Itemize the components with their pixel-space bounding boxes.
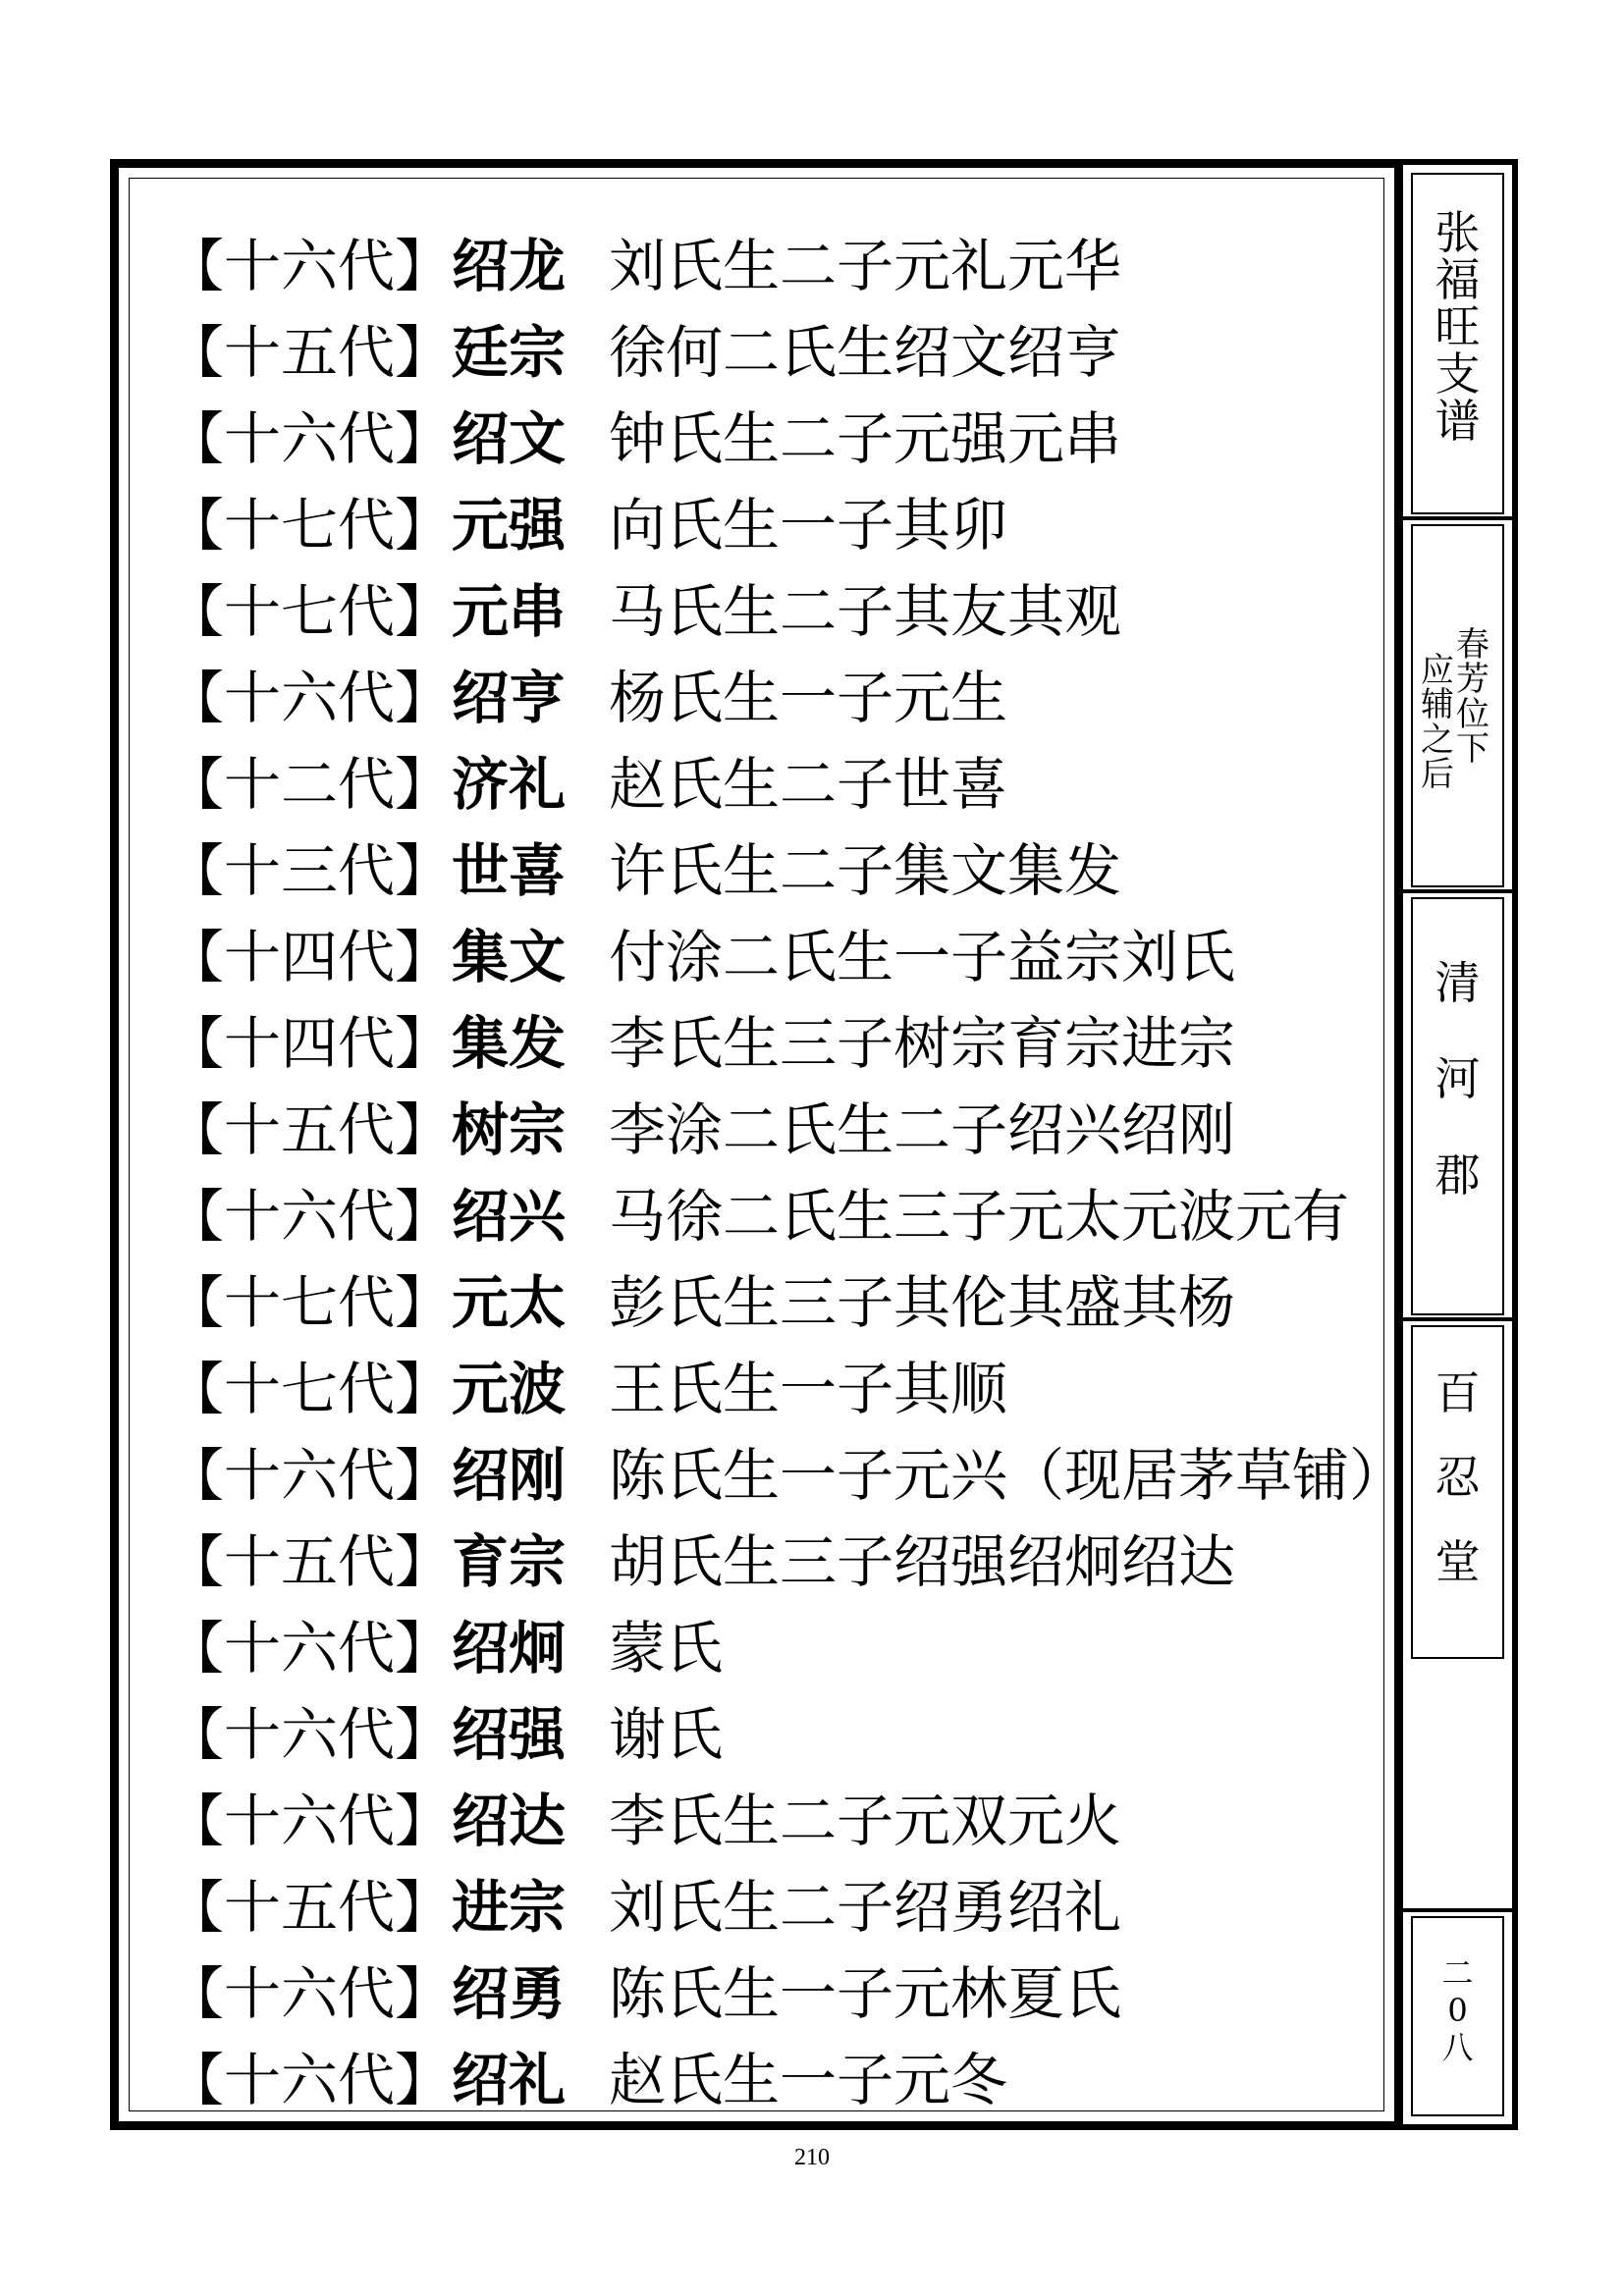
entry-description: 陈氏生一子元林夏氏 (609, 1960, 1122, 2027)
person-name: 绍龙 (452, 233, 567, 299)
genealogy-entry (167, 1859, 1406, 1946)
generation-label: 【十六代】 (167, 1960, 453, 2027)
generation-label: 【十三代】 (167, 837, 453, 904)
title-char: 福 (1435, 253, 1481, 306)
person-name: 元波 (452, 1356, 567, 1422)
person-name: 世喜 (452, 837, 567, 904)
entry-description: 陈氏生一子元兴（现居茅草铺） (609, 1442, 1407, 1509)
generation-label: 【十七代】 (167, 1269, 453, 1336)
generation-label: 【十六代】 (167, 665, 453, 731)
generation-label: 【十六代】 (167, 405, 453, 472)
genealogy-entry (167, 1773, 1406, 1859)
sidebar-clan (1413, 956, 1502, 1201)
sidebar-separator (1403, 889, 1512, 893)
generation-label: 【十六代】 (167, 1442, 453, 1509)
genealogy-entry (167, 823, 1406, 909)
genealogy-entry (167, 563, 1406, 650)
entry-description: 钟氏生二子元强元串 (609, 405, 1122, 472)
sidebar (1403, 165, 1512, 2124)
entry-description: 杨氏生一子元生 (609, 665, 1008, 731)
genealogy-list (167, 218, 1406, 2118)
entry-description: 许氏生二子集文集发 (609, 837, 1122, 904)
genealogy-entry (167, 1600, 1406, 1686)
generation-label: 【十五代】 (167, 1096, 453, 1163)
genealogy-entry (167, 909, 1406, 995)
entry-description: 刘氏生二子绍勇绍礼 (609, 1874, 1122, 1941)
genealogy-entry (167, 995, 1406, 1082)
hall-char: 忍 (1435, 1451, 1481, 1504)
person-name: 绍礼 (452, 2047, 567, 2113)
title-char: 谱 (1435, 395, 1481, 448)
genealogy-entry (167, 304, 1406, 391)
note-char: 之 (1421, 720, 1454, 760)
entry-description: 马徐二氏生三子元太元波元有 (609, 1183, 1350, 1250)
person-name: 绍亨 (452, 665, 567, 731)
generation-label: 【十六代】 (167, 1788, 453, 1854)
person-name: 绍达 (452, 1788, 567, 1854)
clan-char: 清 (1435, 956, 1481, 1009)
person-name: 廷宗 (452, 319, 567, 386)
entry-description: 向氏生一子其卯 (609, 492, 1008, 559)
sidebar-clan-box (1411, 897, 1504, 1315)
sidebar-separator (1403, 1317, 1512, 1321)
entry-description: 赵氏生一子元冬 (609, 2047, 1008, 2113)
genealogy-entry (167, 1427, 1406, 1514)
entry-description: 彭氏生三子其伦其盛其杨 (609, 1269, 1236, 1336)
genealogy-entry (167, 1255, 1406, 1341)
entry-description: 马氏生二子其友其观 (609, 578, 1122, 645)
sidebar-hall (1413, 1366, 1502, 1588)
note-char: 应 (1421, 651, 1454, 690)
page-char: 八 (1441, 2029, 1474, 2066)
sidebar-title (1413, 206, 1502, 448)
generation-label: 【十七代】 (167, 1356, 453, 1422)
genealogy-entry (167, 1946, 1406, 2032)
page-char: 0 (1447, 1992, 1468, 2029)
person-name: 进宗 (452, 1874, 567, 1941)
sidebar-note-box (1411, 524, 1504, 887)
generation-label: 【十七代】 (167, 492, 453, 559)
note-char: 辅 (1421, 685, 1454, 725)
generation-label: 【十六代】 (167, 233, 453, 299)
clan-char: 郡 (1435, 1148, 1481, 1201)
entry-description: 王氏生一子其顺 (609, 1356, 1008, 1422)
person-name: 绍兴 (452, 1183, 567, 1250)
entry-description: 李涂二氏生二子绍兴绍刚 (609, 1096, 1236, 1163)
entry-description: 李氏生二子元双元火 (609, 1788, 1122, 1854)
genealogy-entry (167, 1168, 1406, 1255)
sidebar-page (1413, 1954, 1502, 2066)
entry-description: 徐何二氏生绍文绍亨 (609, 319, 1122, 386)
person-name: 集发 (452, 1010, 567, 1077)
generation-label: 【十五代】 (167, 1528, 453, 1595)
generation-label: 【十六代】 (167, 1183, 453, 1250)
entry-description: 刘氏生二子元礼元华 (609, 233, 1122, 299)
note-char: 下 (1456, 729, 1489, 770)
genealogy-entry (167, 1082, 1406, 1168)
entry-description: 李氏生三子树宗育宗进宗 (609, 1010, 1236, 1077)
entry-description: 付涂二氏生一子益宗刘氏 (609, 924, 1236, 990)
genealogy-entry (167, 2032, 1406, 2118)
note-char: 芳 (1456, 660, 1489, 700)
generation-label: 【十六代】 (167, 1701, 453, 1768)
person-name: 元串 (452, 578, 567, 645)
genealogy-entry (167, 391, 1406, 477)
person-name: 育宗 (452, 1528, 567, 1595)
person-name: 绍勇 (452, 1960, 567, 2027)
genealogy-entry (167, 736, 1406, 823)
hall-char: 堂 (1435, 1535, 1481, 1588)
generation-label: 【十五代】 (167, 1874, 453, 1941)
sidebar-separator (1403, 1908, 1512, 1912)
person-name: 元强 (452, 492, 567, 559)
genealogy-entry (167, 1341, 1406, 1427)
note-char: 春 (1456, 625, 1489, 665)
entry-description: 胡氏生三子绍强绍炯绍达 (609, 1528, 1236, 1595)
sidebar-note (1421, 625, 1489, 795)
note-char: 位 (1456, 694, 1489, 734)
sidebar-separator (1403, 516, 1512, 520)
person-name: 济礼 (452, 751, 567, 818)
generation-label: 【十六代】 (167, 1615, 453, 1682)
entry-description: 赵氏生二子世喜 (609, 751, 1008, 818)
genealogy-entry (167, 1686, 1406, 1773)
sidebar-page-box (1411, 1916, 1504, 2116)
person-name: 集文 (452, 924, 567, 990)
clan-char: 河 (1435, 1052, 1481, 1105)
person-name: 绍刚 (452, 1442, 567, 1509)
sidebar-title-box (1411, 173, 1504, 514)
generation-label: 【十五代】 (167, 319, 453, 386)
person-name: 树宗 (452, 1096, 567, 1163)
note-char: 后 (1421, 755, 1454, 795)
title-char: 支 (1435, 347, 1481, 400)
generation-label: 【十七代】 (167, 578, 453, 645)
person-name: 元太 (452, 1269, 567, 1336)
person-name: 绍强 (452, 1701, 567, 1768)
generation-label: 【十六代】 (167, 2047, 453, 2113)
person-name: 绍炯 (452, 1615, 567, 1682)
entry-description: 蒙氏 (609, 1615, 724, 1682)
person-name: 绍文 (452, 405, 567, 472)
generation-label: 【十四代】 (167, 1010, 453, 1077)
genealogy-entry (167, 218, 1406, 304)
page-number: 210 (794, 2145, 830, 2170)
generation-label: 【十二代】 (167, 751, 453, 818)
genealogy-entry (167, 477, 1406, 563)
genealogy-entry (167, 650, 1406, 736)
generation-label: 【十四代】 (167, 924, 453, 990)
title-char: 张 (1435, 206, 1481, 259)
page-char: 二 (1441, 1954, 1474, 1992)
title-char: 旺 (1435, 300, 1481, 353)
sidebar-hall-box (1411, 1325, 1504, 1659)
genealogy-entry (167, 1514, 1406, 1600)
entry-description: 谢氏 (609, 1701, 724, 1768)
hall-char: 百 (1435, 1366, 1481, 1419)
